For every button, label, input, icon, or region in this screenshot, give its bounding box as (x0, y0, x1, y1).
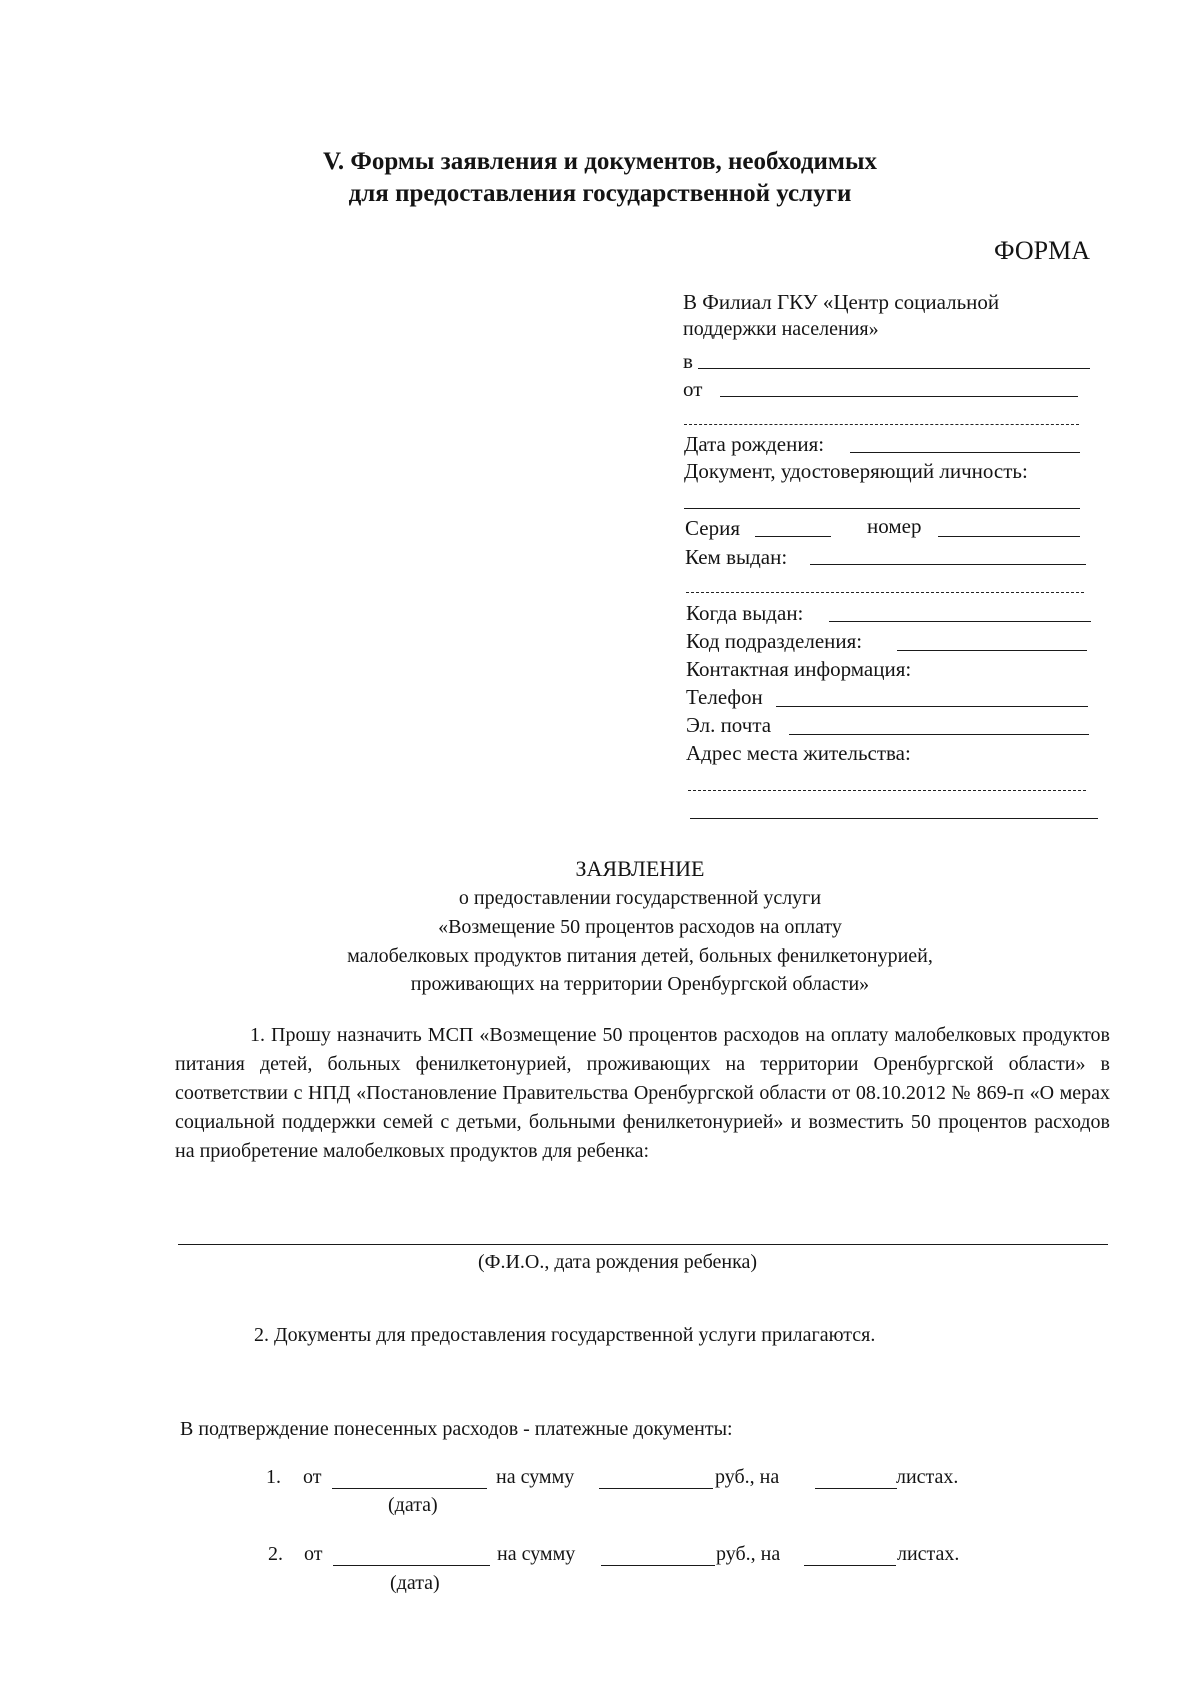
payment-2-date-caption: (дата) (390, 1572, 440, 1594)
application-subtitle-2: «Возмещение 50 процентов расходов на оплату (438, 916, 842, 938)
series-field-line[interactable] (755, 536, 831, 537)
identity-doc-label: Документ, удостоверяющий личность: (684, 459, 1028, 483)
payment-1-rub-label: руб., на (715, 1466, 780, 1488)
phone-field-line[interactable] (776, 706, 1088, 707)
from-field-line-2[interactable] (684, 424, 1079, 425)
address-field-line-2[interactable] (690, 818, 1098, 819)
contact-info-label: Контактная информация: (686, 657, 912, 681)
recipient-line1: В Филиал ГКУ «Центр социальной (683, 290, 1000, 314)
payment-2-rub-label: руб., на (716, 1543, 781, 1565)
payment-2-sum-label: на сумму (497, 1543, 576, 1565)
in-field-line[interactable] (698, 368, 1090, 369)
application-heading: ЗАЯВЛЕНИЕ (575, 856, 705, 881)
number-field-line[interactable] (938, 536, 1080, 537)
email-label: Эл. почта (686, 713, 772, 737)
payment-1-from-label: от (303, 1466, 322, 1488)
payment-1-sheets-label: листах. (896, 1466, 959, 1488)
payment-2-sheets-field[interactable] (804, 1565, 896, 1566)
from-label: от (683, 377, 703, 401)
paragraph-1 (175, 1021, 1110, 1166)
number-label: номер (867, 514, 922, 538)
division-code-field-line[interactable] (897, 650, 1087, 651)
series-label: Серия (685, 516, 740, 540)
address-label: Адрес места жительства: (686, 741, 911, 765)
child-name-caption: (Ф.И.О., дата рождения ребенка) (478, 1251, 758, 1273)
issued-when-field-line[interactable] (829, 621, 1091, 622)
issued-by-field-line-2[interactable] (686, 592, 1084, 593)
payment-2-sheets-label: листах. (897, 1543, 960, 1565)
birth-date-label: Дата рождения: (684, 432, 825, 456)
issued-by-label: Кем выдан: (685, 545, 788, 569)
payment-2-sum-field[interactable] (601, 1565, 715, 1566)
payment-1-date-caption: (дата) (388, 1494, 438, 1516)
division-code-label: Код подразделения: (686, 629, 863, 653)
payment-2-from-label: от (304, 1543, 323, 1565)
application-subtitle-3: малобелковых продуктов питания детей, больных фенилкетонурией, (347, 945, 933, 967)
payment-1-sum-field[interactable] (599, 1488, 713, 1489)
from-field-line[interactable] (720, 396, 1078, 397)
paragraph-2: 2. Документы для предоставления государственной услуги прилагаются. (254, 1324, 876, 1346)
issued-by-field-line[interactable] (810, 564, 1086, 565)
payment-2-date-field[interactable] (333, 1565, 490, 1566)
email-field-line[interactable] (789, 734, 1089, 735)
issued-when-label: Когда выдан: (686, 601, 804, 625)
section-title-line2: для предоставления государственной услуги (348, 180, 852, 207)
child-name-field-line[interactable] (178, 1244, 1108, 1245)
paragraph-1-text: 1. Прошу назначить МСП «Возмещение 50 процентов расходов на оплату малобелковых продуктов питания детей, больных фенилкетонурией, проживающих на территории Оренбургской области» в соответствии с НПД «Постановление Правительства Оренбургской области от 08.10.2012 № 869-п «О мерах социальной поддержки семей с детьми, больными фенилкетонурией» и возместить 50 процентов расходов на приобретение малобелковых продуктов для ребенка: (175, 1024, 1110, 1162)
birth-date-field-line[interactable] (850, 452, 1080, 453)
recipient-line2: поддержки населения» (683, 318, 879, 340)
payment-1-number: 1. (266, 1466, 281, 1488)
in-label: в (683, 349, 693, 373)
address-field-line-1[interactable] (688, 790, 1086, 791)
payment-2-number: 2. (268, 1543, 283, 1565)
identity-doc-field-line[interactable] (684, 508, 1080, 509)
form-label: ФОРМА (994, 236, 1090, 265)
application-subtitle-4: проживающих на территории Оренбургской области» (410, 973, 870, 995)
phone-label: Телефон (686, 685, 763, 709)
application-subtitle-1: о предоставлении государственной услуги (458, 887, 822, 909)
section-title-line1: V. Формы заявления и документов, необходимых (323, 148, 877, 175)
payment-1-date-field[interactable] (332, 1488, 487, 1489)
payment-intro: В подтверждение понесенных расходов - платежные документы: (180, 1418, 733, 1440)
payment-1-sum-label: на сумму (496, 1466, 575, 1488)
payment-1-sheets-field[interactable] (815, 1488, 897, 1489)
